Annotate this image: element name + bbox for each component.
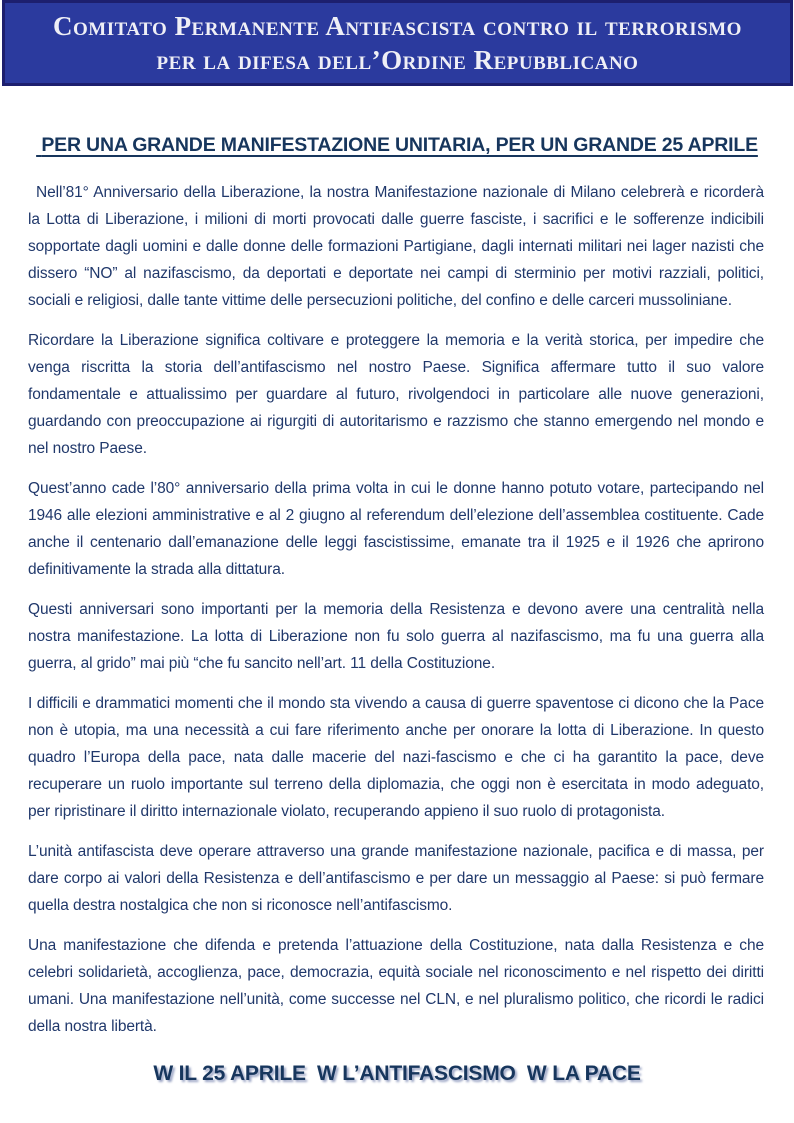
body-paragraph-1: Nell’81° Anniversario della Liberazione, la nostra Manifestazione nazionale di Milano celebrerà e ricorderà la Lotta di Liberazione, i milioni di morti provocati dalle guerre fasciste, i sacrifici e le sofferenze indicibili sopportate dagli uomini e dalle donne delle formazioni Partigiane, dagli internati militari nei lager nazisti che dissero “NO” al nazifascismo, da deportati e deportate nei campi di sterminio per motivi razziali, politici, sociali e religiosi, dalle tante vittime delle persecuzioni politiche, del confino e delle carceri mussoliniane. [28, 184, 764, 309]
body-paragraph-4: Questi anniversari sono importanti per la memoria della Resistenza e devono avere una centralità nella nostra manifestazione. La lotta di Liberazione non fu solo guerra al nazifascismo, ma fu una guerra alla guerra, al grido” mai più “che fu sancito nell’art. 11 della Costituzione. [28, 601, 764, 672]
footer-slogan: W IL 25 APRILE W L’ANTIFASCISMO W LA PACE [153, 1062, 641, 1085]
body-paragraph-2: Ricordare la Liberazione significa coltivare e proteggere la memoria e la verità storica, per impedire che venga riscritta la storia dell’antifascismo nel nostro Paese. Significa affermare tutto il suo valore fondamentale e attualissimo per guardare al futuro, rivolgendoci in particolare alle nuove generazioni, guardando con preoccupazione ai rigurgiti di autoritarismo e razzismo che stanno emergendo nel mondo e nel nostro Paese. [28, 332, 764, 457]
banner-title-line1: Comitato Permanente Antifascista contro il terrorismo [53, 11, 742, 41]
body-paragraph-7: Una manifestazione che difenda e pretenda l’attuazione della Costituzione, nata dalla Resistenza e che celebri solidarietà, accoglienza, pace, democrazia, equità sociale nel riconoscimento e nel rispetto dei diritti umani. Una manifestazione nell’unità, come successe nel CLN, e nel pluralismo politico, che ricordi le radici della nostra libertà. [28, 937, 764, 1035]
document-body [28, 179, 764, 1040]
body-paragraph-3: Quest’anno cade l’80° anniversario della prima volta in cui le donne hanno potuto votare, partecipando nel 1946 alle elezioni amministrative e al 2 giugno al referendum dell’elezione dell’assemblea costituente. Cade anche il centenario dall’emanazione delle leggi fascistissime, emanate tra il 1925 e il 1926 che aprirono definitivamente la strada alla dittatura. [28, 480, 764, 578]
banner-title-line2: per la difesa dell’Ordine Repubblicano [156, 45, 639, 75]
header-banner [2, 0, 793, 86]
body-paragraph-6: L’unità antifascista deve operare attraverso una grande manifestazione nazionale, pacifica e di massa, per dare corpo ai valori della Resistenza e dell’antifascismo e per dare un messaggio al Paese: si può fermare quella destra nostalgica che non si riconosce nell’antifascismo. [28, 843, 764, 914]
document-title: PER UNA GRANDE MANIFESTAZIONE UNITARIA, PER UN GRANDE 25 APRILE [36, 134, 758, 156]
body-paragraph-5: I difficili e drammatici momenti che il mondo sta vivendo a causa di guerre spaventose ci dicono che la Pace non è utopia, ma una necessità a cui fare riferimento anche per onorare la lotta di Liberazione. In questo quadro l’Europa della pace, nata dalle macerie del nazi-fascismo e che ci ha garantito la pace, deve recuperare un ruolo importante sul terreno della diplomazia, che oggi non è esercitata in modo adeguato, per ripristinare il diritto internazionale violato, recuperando appieno il suo ruolo di protagonista. [28, 695, 764, 820]
